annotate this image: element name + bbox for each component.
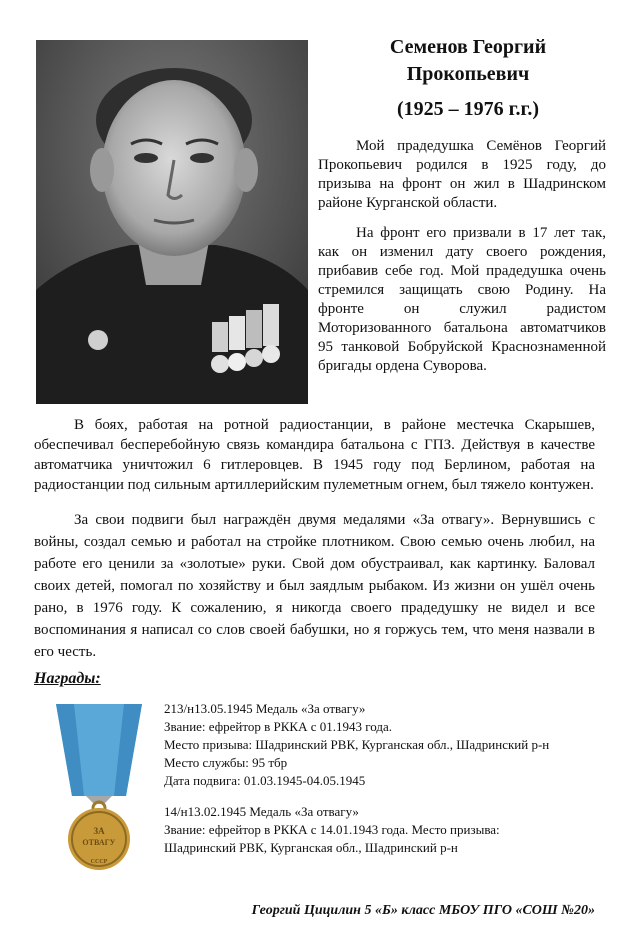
medal-text-cccp: СССР [90, 859, 108, 865]
medal-text-top: ЗА [93, 826, 105, 836]
author-footer: Георгий Цицилин 5 «Б» класс МБОУ ПГО «СОШ №20» [251, 903, 595, 918]
award-1-line: Место призыва: Шадринский РВК, Курганская обл., Шадринский р-н [164, 737, 550, 752]
portrait-photo [36, 40, 308, 404]
award-1-line: 213/н13.05.1945 Медаль «За отвагу» [164, 701, 366, 716]
medal-text-bottom: ОТВАГУ [82, 838, 116, 847]
award-1-line: Место службы: 95 тбр [164, 755, 288, 770]
award-entry-1 [164, 700, 584, 790]
awards-heading: Награды: [34, 670, 101, 687]
bio-paragraph-3-block [34, 415, 595, 495]
title-name: Семенов Георгий [389, 36, 547, 58]
bio-paragraph-4: За свои подвиги был награждён двумя медалями «За отвагу». Вернувшись с войны, создал семью и работал на стройке плотником. Свою семью очень любил, на работе его ценили за «золотые» руки. Свой дом обустраивал, как картинку. Баловал своих детей, помогал по хозяйству и был заядлым рыбаком. Из жизни он ушёл очень рано, в 1976 году. К сожалению, я никогда своего прадедушку не видел и все воспоминания я написал со слов своей бабушки, но я горжусь тем, что меня назвали в его честь. [34, 512, 595, 660]
award-1-line: Дата подвига: 01.03.1945-04.05.1945 [164, 773, 366, 788]
medal-za-otvagu-icon [44, 704, 154, 874]
award-2-line: Звание: ефрейтор в РККА с 14.01.1943 года. Место призыва: [164, 822, 500, 837]
bio-paragraph-1: Мой прадедушка Семёнов Георгий Прокопьевич родился в 1925 году, до призыва на фронт он жил в Шадринском районе Курганской области. [318, 138, 606, 211]
award-2-line: Шадринский РВК, Курганская обл., Шадринский р-н [164, 840, 458, 855]
award-1-line: Звание: ефрейтор в РККА с 01.1943 года. [164, 719, 393, 734]
life-years: (1925 – 1976 г.г.) [397, 98, 539, 120]
bio-paragraph-3: В боях, работая на ротной радиостанции, в районе местечка Скарышев, обеспечивал бесперебойную связь командира батальона с ГПЗ. Действуя в качестве автоматчика уничтожил 6 гитлеровцев. В 1945 году под Берлином, работая на радиостанции под сильным артиллерийским пулеметным огнем, был тяжело контужен. [34, 417, 595, 493]
award-2-line: 14/н13.02.1945 Медаль «За отвагу» [164, 804, 359, 819]
award-entry-2 [164, 803, 584, 857]
title-patronymic: Прокопьевич [406, 63, 530, 85]
bio-paragraph-2: На фронт его призвали в 17 лет так, как он изменил дату своего рождения, прибавив себе год. Мой прадедушка очень стремился защищать свою Родину. На фронте он служил радистом Моторизованного батальона автоматчиков 95 танковой Бобруйской Краснознаменной бригады ордена Суворова. [318, 225, 606, 374]
bio-side-column [318, 137, 606, 387]
page-title [318, 34, 618, 88]
bio-paragraph-4-block [34, 509, 595, 663]
